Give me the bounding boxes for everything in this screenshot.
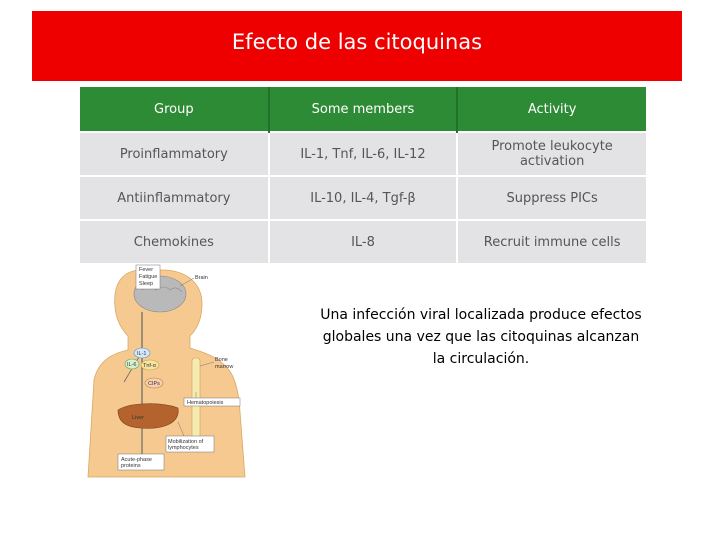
label-liver: Liver [132, 415, 144, 421]
label-acute-phase-1: Acute-phase [121, 457, 152, 463]
label-sleep: Sleep [139, 281, 154, 287]
table-header-row [80, 87, 646, 132]
label-mobilization-2: lymphocytes [168, 445, 199, 451]
table-row [80, 132, 646, 176]
header-activity: Activity [457, 87, 646, 132]
label-il6: IL-6 [127, 362, 137, 368]
label-bone: Bone [215, 357, 228, 363]
table-cell: Chemokines [80, 220, 269, 263]
label-marrow: marrow [215, 364, 234, 370]
label-fatigue: Fatigue [139, 274, 158, 280]
slide-title: Efecto de las citoquinas [231, 30, 483, 54]
label-fever: Fever [139, 267, 154, 273]
table-cell: Proinflammatory [80, 132, 269, 176]
label-brain: Brain [195, 275, 208, 281]
title-bar [32, 11, 682, 81]
label-mobilization-1: Mobilization of [168, 439, 204, 445]
label-hematopoiesis: Hematopoiesis [187, 400, 224, 406]
caption-text: Una infección viral localizada produce efectos globales una vez que las citoquinas alcanzan la circulación. [320, 307, 642, 367]
label-cips: CIPs [148, 381, 160, 387]
table-cell: Suppress PICs [457, 176, 646, 220]
label-il1: IL-1 [137, 351, 147, 357]
cytokine-table [80, 87, 646, 263]
table-cell: Promote leukocyte activation [457, 132, 646, 176]
table-cell: IL-1, Tnf, IL-6, IL-12 [269, 132, 458, 176]
table-cell: Antiinflammatory [80, 176, 269, 220]
label-tnf: Tnf-α [143, 363, 156, 369]
header-group: Group [80, 87, 269, 132]
table-cell: Recruit immune cells [457, 220, 646, 263]
label-acute-phase-2: proteins [121, 463, 141, 469]
table-row [80, 220, 646, 263]
human-body-figure [80, 262, 260, 482]
table-row [80, 176, 646, 220]
table-cell: IL-8 [269, 220, 458, 263]
table-cell: IL-10, IL-4, Tgf-β [269, 176, 458, 220]
header-members: Some members [269, 87, 458, 132]
